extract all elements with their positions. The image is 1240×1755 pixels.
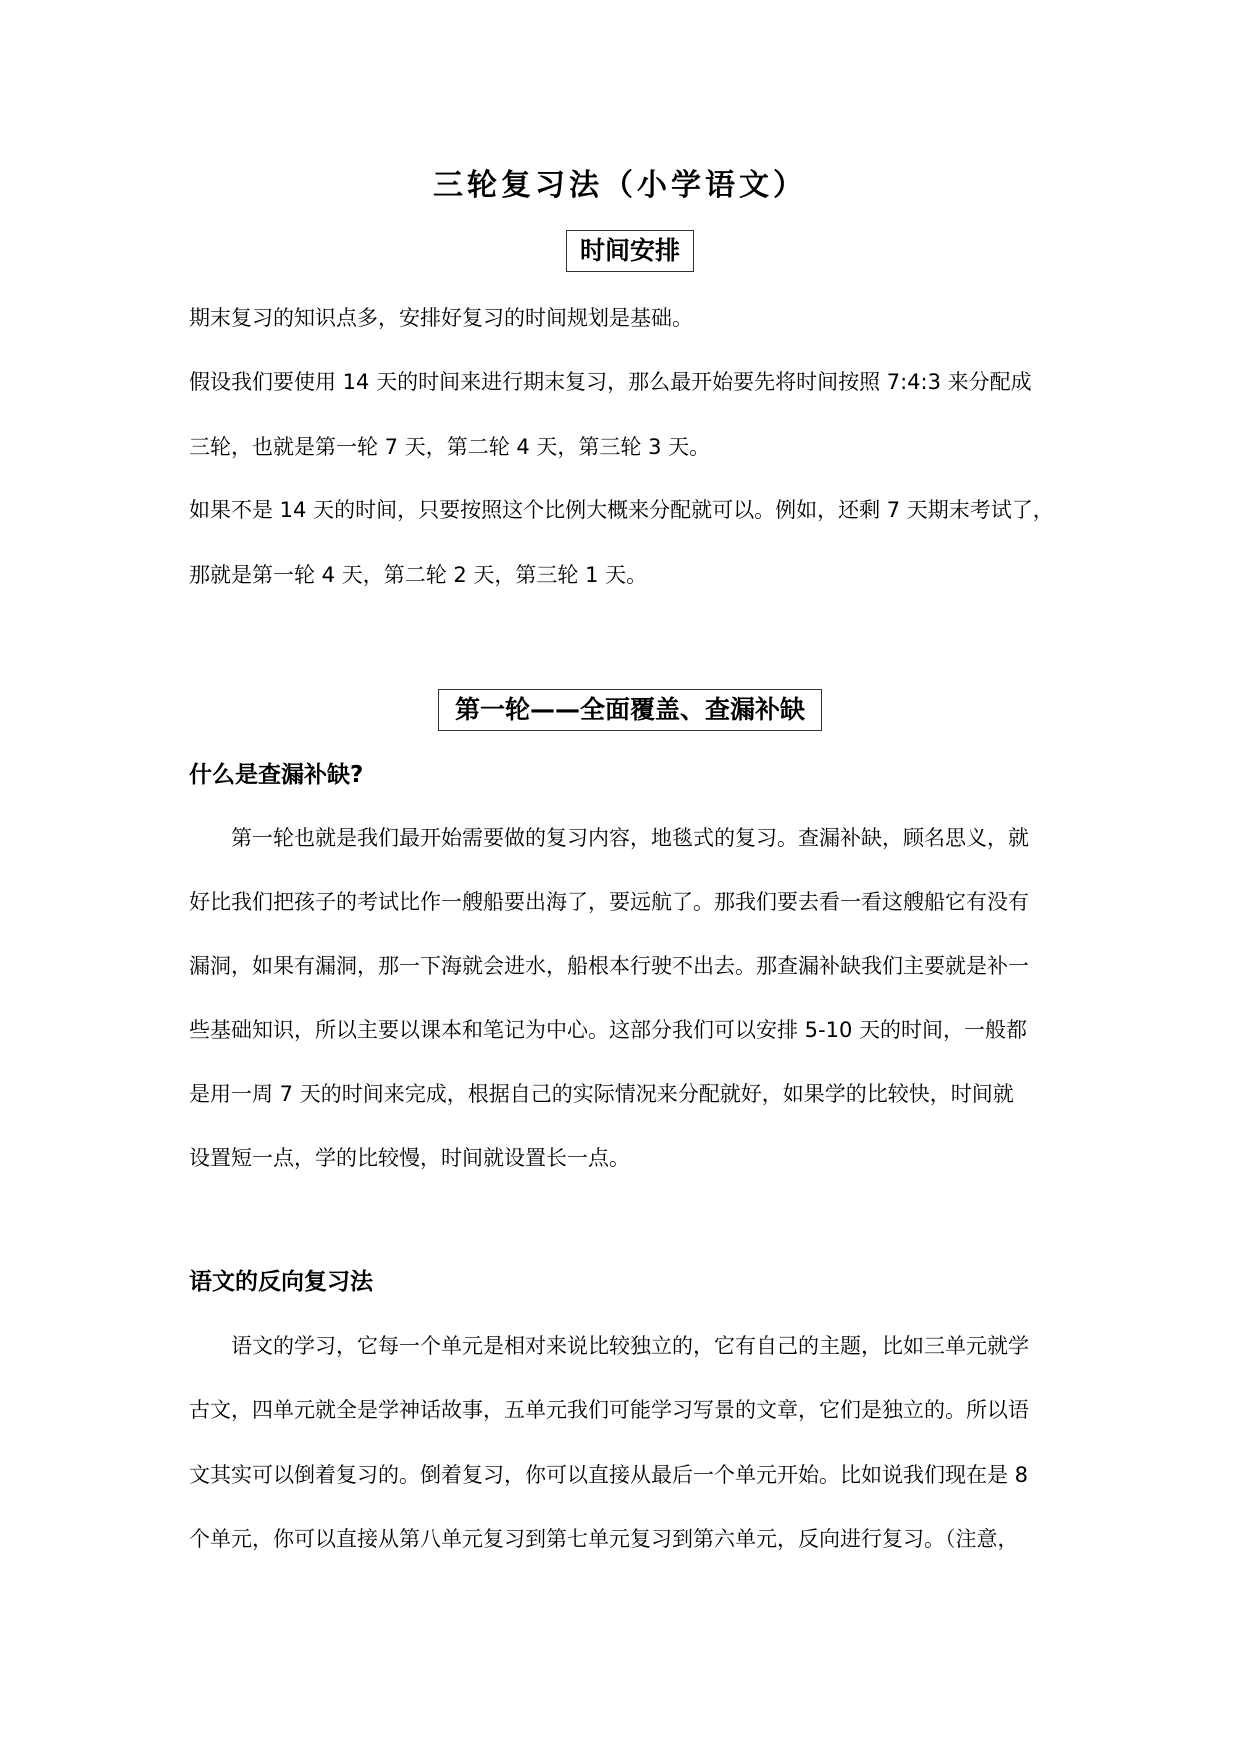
round1-line-5: 是用一周 7 天的时间来完成，根据自己的实际情况来分配就好，如果学的比较快，时间就 — [189, 1082, 1014, 1106]
section-heading-time: 时间安排 — [566, 230, 694, 272]
round1-line-1: 第一轮也就是我们最开始需要做的复习内容，地毯式的复习。查漏补缺，顾名思义，就 — [189, 826, 1029, 850]
reverse-line-1: 语文的学习，它每一个单元是相对来说比较独立的，它有自己的主题，比如三单元就学 — [189, 1334, 1029, 1358]
round1-line-4: 些基础知识，所以主要以课本和笔记为中心。这部分我们可以安排 5-10 天的时间，一般都 — [189, 1018, 1028, 1042]
reverse-line-2: 古文，四单元就全是学神话故事，五单元我们可能学习写景的文章，它们是独立的。所以语 — [189, 1398, 1029, 1422]
round1-line-3: 漏洞，如果有漏洞，那一下海就会进水，船根本行驶不出去。那查漏补缺我们主要就是补一 — [189, 954, 1029, 978]
subheading-what-is: 什么是查漏补缺? — [189, 762, 364, 788]
round1-line-6: 设置短一点，学的比较慢，时间就设置长一点。 — [189, 1146, 630, 1170]
time-line-3: 三轮，也就是第一轮 7 天，第二轮 4 天，第三轮 3 天。 — [189, 435, 711, 459]
time-line-4: 如果不是 14 天的时间，只要按照这个比例大概来分配就可以。例如，还剩 7 天期末考试了， — [189, 498, 1054, 522]
reverse-line-4: 个单元，你可以直接从第八单元复习到第七单元复习到第六单元，反向进行复习。（注意， — [189, 1527, 1019, 1551]
section-heading-round1: 第一轮——全面覆盖、查漏补缺 — [438, 689, 822, 731]
subheading-reverse-review: 语文的反向复习法 — [189, 1269, 373, 1295]
time-line-1: 期末复习的知识点多，安排好复习的时间规划是基础。 — [189, 306, 693, 330]
round1-line-2: 好比我们把孩子的考试比作一艘船要出海了，要远航了。那我们要去看一看这艘船它有没有 — [189, 890, 1029, 914]
reverse-line-3: 文其实可以倒着复习的。倒着复习，你可以直接从最后一个单元开始。比如说我们现在是 8 — [189, 1463, 1029, 1487]
time-line-2: 假设我们要使用 14 天的时间来进行期末复习，那么最开始要先将时间按照 7:4:3 来分配成 — [189, 370, 1032, 394]
document-title: 三轮复习法（小学语文） — [433, 168, 807, 203]
time-line-5: 那就是第一轮 4 天，第二轮 2 天，第三轮 1 天。 — [189, 563, 648, 587]
